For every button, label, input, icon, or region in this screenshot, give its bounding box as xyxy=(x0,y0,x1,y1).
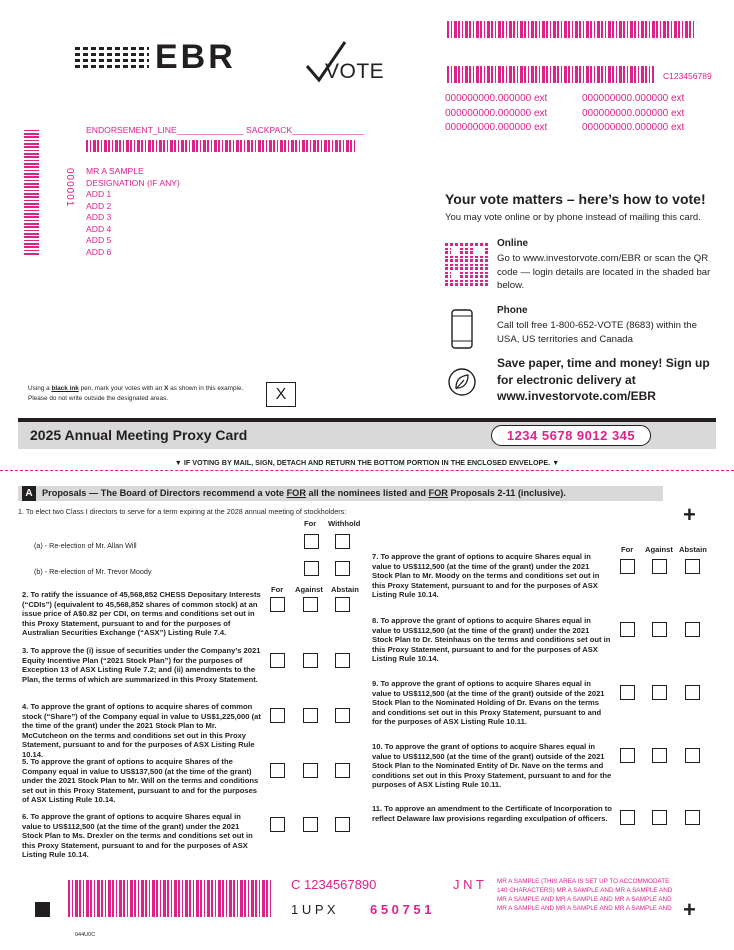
proposal-9-against-checkbox[interactable] xyxy=(652,685,667,700)
top-barcode-1 xyxy=(447,21,695,38)
proposal-5-abstain-checkbox[interactable] xyxy=(335,763,350,778)
ext-line: 000000000.000000 ext xyxy=(445,107,548,119)
proposal-4-abstain-checkbox[interactable] xyxy=(335,708,350,723)
detach-instructions: ▼ IF VOTING BY MAIL, SIGN, DETACH AND RETURN THE BOTTOM PORTION IN THE ENCLOSED ENVELOPE. ▼ xyxy=(174,458,560,467)
proposal-11-for-checkbox[interactable] xyxy=(620,810,635,825)
proposal-6-text: 6. To approve the grant of options to acquire Shares equal in value to US$112,500 (at the time of the grant) under the 2021 Stock Plan to Ms. Drexler on the terms and conditions set out in this Proxy Statement, pursuant to and for the purposes of ASX Listing Rule 10.14. xyxy=(22,812,253,860)
address-line: ADD 4 xyxy=(86,223,112,234)
proposal-4-text: 4. To approve the grant of options to acquire shares of common stock (“Share”) of the Company equal in value to US$1,225,000 (at the time of the grant) under the 2021 Stock Plan to Mr. McCutcheon on the terms and conditions set out in this Proxy Statement, pursuant to and for the purposes of ASX Listing Rule 10.14. xyxy=(22,702,261,759)
instructions-line2: Please do not write outside the designated areas. xyxy=(28,395,168,402)
logo-text: EBR xyxy=(155,38,236,76)
address-line: ADD 3 xyxy=(86,212,112,222)
proposal-10-for-checkbox[interactable] xyxy=(620,748,635,763)
nominee-b-withhold-checkbox[interactable] xyxy=(335,561,350,576)
nominee-b-for-checkbox[interactable] xyxy=(304,561,319,576)
col-for-label: For xyxy=(304,519,317,528)
electronic-delivery-text[interactable]: Save paper, time and money! Sign up for electronic delivery at www.investorvote.com/EBR xyxy=(497,356,710,403)
ext-line: 000000000.000000 ext xyxy=(445,122,548,133)
proposal-10-text: 10. To approve the grant of options to acquire Shares equal in value to US$112,500 (at the time of the grant) outside of the 2021 Stock Plan to the Nominated Entity of Dr. Nave on the terms and conditions set out in this Proxy Statement, pursuant to and for the purposes of ASX Listing Rule 10.11. xyxy=(372,742,612,790)
address-line: ADD 6 xyxy=(86,246,112,257)
section-letter: A xyxy=(22,486,36,501)
proposal-7-for-checkbox[interactable] xyxy=(620,559,635,574)
proposal-3-text: 3. To approve the (i) issue of securities under the Company’s 2021 Equity Incentive Plan (“2021 Stock Plan”) for the purposes of Exception 13 of ASX Listing Rule 7.2; and (ii) amendments to the Plan, the terms of which are summarized in this Proxy Statement. xyxy=(22,646,261,684)
proposal-11-text: 11. To approve an amendment to the Certificate of Incorporation to reflect Delaware law provisions regarding exculpation of officers. xyxy=(372,804,612,823)
footer-num: 6 5 0 7 5 1 xyxy=(370,902,432,917)
proposal-3-against-checkbox[interactable] xyxy=(303,653,318,668)
proposal-8-against-checkbox[interactable] xyxy=(652,622,667,637)
footer-sample-text: MR A SAMPLE (THIS AREA IS SET UP TO ACCOMMODATE 140 CHARACTERS) MR A SAMPLE AND MR A SAMPLE AND MR A SAMPLE AND MR A SAMPLE AND MR A SAMPLE AND MR A SAMPLE AND MR A SAMPLE AND MR A SAMPLE AND xyxy=(497,878,673,912)
address-barcode xyxy=(86,140,357,152)
col-abstain-label-left: Abstain xyxy=(331,585,359,594)
online-title: Online xyxy=(497,238,529,249)
proposal-2-text: 2. To ratify the issuance of 45,568,852 CHESS Depositary Interests (“CDIs”) (equivalent to 45,568,852 shares of common stock) at an issue price of A$0.82 per CDI, on terms and conditions set out in this Proxy Statement, pursuant to and for the purposes of Australian Securities Exchange (“ASX”) Listing Rule 7.4. xyxy=(22,590,261,638)
leaf-icon xyxy=(447,367,477,397)
col-against-label-left: Against xyxy=(295,585,323,594)
ext-line: 000000000.000000 ext xyxy=(582,122,685,133)
proposal-11-against-checkbox[interactable] xyxy=(652,810,667,825)
address-line: MR A SAMPLE xyxy=(86,166,144,176)
nominee-b-label: (b) - Re-election of Mr. Trevor Moody xyxy=(34,567,152,576)
proposal-11-abstain-checkbox[interactable] xyxy=(685,810,700,825)
proposal-6-abstain-checkbox[interactable] xyxy=(335,817,350,832)
header-for: FOR xyxy=(428,488,448,498)
phone-text: Call toll free 1-800-652-VOTE (8683) within the USA, US territories and Canada xyxy=(497,320,697,345)
header-for: FOR xyxy=(286,488,306,498)
proposal-9-abstain-checkbox[interactable] xyxy=(685,685,700,700)
form-code: 044U0C xyxy=(75,932,96,938)
col-for-label-right: For xyxy=(621,545,634,554)
col-against-label-right: Against xyxy=(645,545,673,554)
ext-line: 000000000.000000 ext xyxy=(582,107,685,119)
footer-jnt: J N T xyxy=(453,877,484,892)
header-part: all the nominees listed and xyxy=(305,488,429,498)
vote-info-title: Your vote matters – here’s how to vote! xyxy=(445,191,706,207)
proposal-5-text: 5. To approve the grant of options to acquire Shares of the Company equal in value to US$137,500 (at the time of the grant) under the 2021 Stock Plan to Mr. Will on the terms and conditions set out in this Proxy Statement, pursuant to and for the purposes of ASX Listing Rule 10.14. xyxy=(22,757,259,805)
card-title: 2025 Annual Meeting Proxy Card xyxy=(30,427,248,443)
proposal-2-abstain-checkbox[interactable] xyxy=(335,597,350,612)
address-line: ADD 1 xyxy=(86,189,112,199)
col-withhold-label: Withhold xyxy=(328,519,361,528)
proposal-8-for-checkbox[interactable] xyxy=(620,622,635,637)
proposal-9-text: 9. To approve the grant of options to acquire Shares equal in value to US$112,500 (at the time of the grant) outside of the 2021 Stock Plan to the Nominated Holding of Dr. Evans on the terms and conditions set out in this Proxy Statement, pursuant to and for the purposes of ASX Listing Rule 10.11. xyxy=(372,679,605,727)
ext-line: 000000000.000000 ext xyxy=(445,93,548,104)
plus-mark-icon: + xyxy=(683,502,696,527)
instr-ink: black ink xyxy=(51,385,79,392)
proposal-10-against-checkbox[interactable] xyxy=(652,748,667,763)
ext-right xyxy=(582,92,684,136)
perforation-line xyxy=(0,470,734,471)
footer-barcode xyxy=(68,880,272,917)
registration-square-icon xyxy=(35,902,50,917)
proposal-6-for-checkbox[interactable] xyxy=(270,817,285,832)
vote-info-subtitle: You may vote online or by phone instead of mailing this card. xyxy=(445,212,701,223)
card-number: 1234 5678 9012 345 xyxy=(491,425,651,446)
instr-x: X xyxy=(164,385,169,392)
address-line: ADD 5 xyxy=(86,235,112,245)
proposal-1-text: 1. To elect two Class I directors to serve for a term expiring at the 2028 annual meeting of stockholders: xyxy=(18,507,347,516)
phone-icon xyxy=(449,308,475,350)
instr-part: as shown in this example. xyxy=(168,385,244,392)
proposal-4-against-checkbox[interactable] xyxy=(303,708,318,723)
proposal-7-against-checkbox[interactable] xyxy=(652,559,667,574)
proposal-3-abstain-checkbox[interactable] xyxy=(335,653,350,668)
online-text[interactable]: Go to www.investorvote.com/EBR or scan the QR code — login details are located in the shaded bar below. xyxy=(497,253,711,291)
instructions-line1 xyxy=(28,384,243,394)
ext-line: 000000000.000000 ext xyxy=(582,93,685,104)
proposal-10-abstain-checkbox[interactable] xyxy=(685,748,700,763)
address-line: DESIGNATION (IF ANY) xyxy=(86,177,180,188)
address-vertical-barcode xyxy=(24,130,39,255)
proposal-8-text: 8. To approve the grant of options to acquire Shares equal in value to US$112,500 (at the time of the grant) under the 2021 Stock Plan to Dr. Steinhaus on the terms and conditions set out in this Proxy Statement, pursuant to and for the purposes of ASX Listing Rule 10.14. xyxy=(372,616,611,664)
top-barcode-2 xyxy=(447,66,654,83)
address-vertical-code: 000001 xyxy=(64,168,75,208)
phone-title: Phone xyxy=(497,305,528,316)
proposal-6-against-checkbox[interactable] xyxy=(303,817,318,832)
endorsement-line: ENDORSEMENT_LINE______________ SACKPACK_______________ xyxy=(86,125,364,135)
proposals-header xyxy=(42,488,566,498)
qr-code-icon xyxy=(445,242,489,286)
proposal-2-against-checkbox[interactable] xyxy=(303,597,318,612)
mailing-address xyxy=(86,166,180,258)
nominee-a-for-checkbox[interactable] xyxy=(304,534,319,549)
proposal-2-for-checkbox[interactable] xyxy=(270,597,285,612)
header-part: Proposals 2-11 (inclusive). xyxy=(447,488,566,498)
col-for-label-left: For xyxy=(271,585,284,594)
ebr-logo xyxy=(75,38,275,76)
logo-dots-icon xyxy=(75,46,149,68)
proposal-5-against-checkbox[interactable] xyxy=(303,763,318,778)
proposal-7-abstain-checkbox[interactable] xyxy=(685,559,700,574)
nominee-a-withhold-checkbox[interactable] xyxy=(335,534,350,549)
marking-instructions xyxy=(28,384,243,404)
proposal-7-text: 7. To approve the grant of options to acquire Shares equal in value to US$112,500 (at the time of the grant) under the 2021 Stock Plan to Mr. Moody on the terms and conditions set out in this Proxy Statement, pursuant to and for the purposes of ASX Listing Rule 10.14. xyxy=(372,552,600,600)
plus-mark-icon: + xyxy=(683,897,696,922)
footer-code: C 1234567890 xyxy=(291,877,377,892)
ext-left xyxy=(445,92,547,136)
control-code: C123456789 xyxy=(663,71,712,81)
nominee-a-label: (a) - Re-election of Mr. Allan Will xyxy=(34,541,137,550)
proposal-9-for-checkbox[interactable] xyxy=(620,685,635,700)
proposal-5-for-checkbox[interactable] xyxy=(270,763,285,778)
example-mark-box: X xyxy=(266,382,296,407)
proposal-4-for-checkbox[interactable] xyxy=(270,708,285,723)
vote-logo xyxy=(305,40,385,84)
footer-upx: 1 U P X xyxy=(291,902,336,917)
address-line: ADD 2 xyxy=(86,200,112,211)
vote-logo-text: VOTE xyxy=(325,60,385,83)
proposal-3-for-checkbox[interactable] xyxy=(270,653,285,668)
proposal-8-abstain-checkbox[interactable] xyxy=(685,622,700,637)
header-part: Proposals — The Board of Directors recommend a vote xyxy=(42,488,287,498)
instr-part: Using a xyxy=(28,385,52,392)
instr-part: pen, mark your votes with an xyxy=(78,385,165,392)
col-abstain-label-right: Abstain xyxy=(679,545,707,554)
